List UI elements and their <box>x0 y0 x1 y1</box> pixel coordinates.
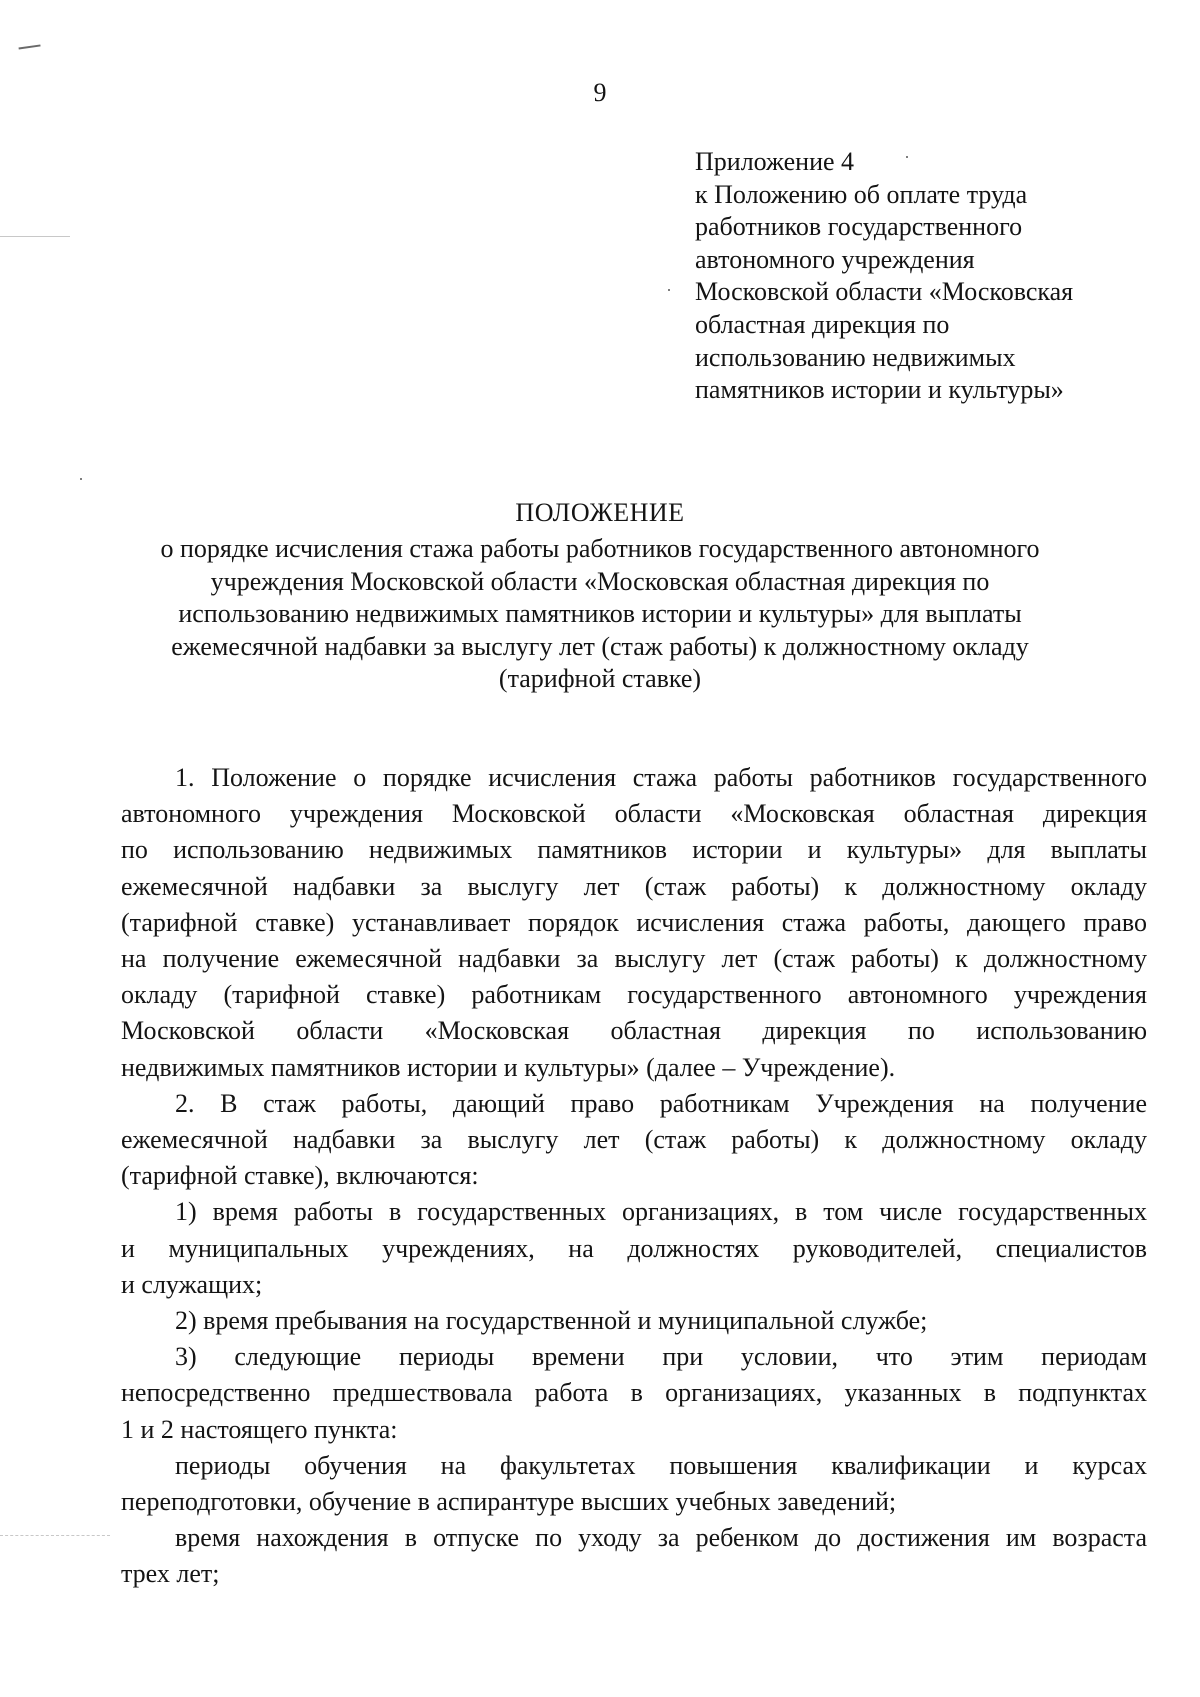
appendix-line: Приложение 4 <box>695 147 855 176</box>
appendix-line: использованию недвижимых <box>695 342 1016 372</box>
paragraph-3 <box>121 1194 1147 1303</box>
text-line: автономного учреждения Московской области «Московская областная дирекция <box>121 799 1147 829</box>
page-number: 9 <box>593 78 607 107</box>
paragraph-2 <box>121 1086 1147 1195</box>
text-line: ежемесячной надбавки за выслугу лет (стаж работы) к должностному окладу <box>121 1125 1147 1155</box>
text-line: непосредственно предшествовала работа в организациях, указанных в подпунктах <box>121 1378 1147 1408</box>
text-line: и служащих; <box>121 1269 263 1299</box>
text-line: 1) время работы в государственных организациях, в том числе государственных <box>175 1197 1147 1227</box>
scan-edge-line <box>0 1535 110 1536</box>
subtitle-line: учреждения Московской области «Московская областная дирекция по <box>210 566 990 596</box>
paragraph-7 <box>121 1520 1147 1592</box>
text-line: периоды обучения на факультетах повышения квалификации и курсах <box>175 1450 1147 1480</box>
scan-speck <box>668 289 670 291</box>
text-line: ежемесячной надбавки за выслугу лет (стаж работы) к должностному окладу <box>121 871 1147 901</box>
text-line: Московской области «Московская областная дирекция по использованию <box>121 1016 1147 1046</box>
text-line: 1. Положение о порядке исчисления стажа работы работников государственного <box>175 763 1147 792</box>
text-line: переподготовки, обучение в аспирантуре высших учебных заведений; <box>121 1487 897 1517</box>
document-body <box>121 760 1147 1593</box>
subtitle-line: ежемесячной надбавки за выслугу лет (стаж работы) к должностному окладу <box>171 631 1029 661</box>
paragraph-4 <box>121 1303 1147 1339</box>
subtitle-line: о порядке исчисления стажа работы работников государственного автономного <box>160 534 1040 563</box>
text-line: 2) время пребывания на государственной и муниципальной службе; <box>175 1306 928 1336</box>
paragraph-1 <box>121 760 1147 1086</box>
text-line: трех лет; <box>121 1559 220 1589</box>
text-line: (тарифной ставке) устанавливает порядок исчисления стажа работы, дающего право <box>121 907 1147 937</box>
appendix-line: Московской области «Московская <box>695 277 1074 307</box>
scan-edge-line <box>0 236 70 237</box>
appendix-line: областная дирекция по <box>695 309 950 339</box>
text-line: (тарифной ставке), включаются: <box>121 1161 479 1191</box>
subtitle-line: (тарифной ставке) <box>498 664 702 693</box>
subtitle-line: использованию недвижимых памятников истории и культуры» для выплаты <box>178 599 1022 628</box>
text-line: окладу (тарифной ставке) работникам государственного автономного учреждения <box>121 980 1147 1010</box>
appendix-line: памятников истории и культуры» <box>695 375 1064 405</box>
text-line: 2. В стаж работы, дающий право работникам Учреждения на получение <box>175 1088 1147 1118</box>
scan-speck <box>80 478 82 480</box>
text-line: время нахождения в отпуске по уходу за ребенком до достижения им возраста <box>175 1523 1147 1553</box>
text-line: на получение ежемесячной надбавки за выслугу лет (стаж работы) к должностному <box>121 944 1147 974</box>
appendix-line: автономного учреждения <box>695 244 975 274</box>
text-line: 1 и 2 настоящего пункта: <box>121 1414 398 1444</box>
document-subtitle <box>100 533 1100 696</box>
text-line: по использованию недвижимых памятников истории и культуры» для выплаты <box>121 835 1147 865</box>
appendix-line: работников государственного <box>695 212 1023 242</box>
appendix-line: к Положению об оплате труда <box>695 179 1028 209</box>
text-line: 3) следующие периоды времени при условии, что этим периодам <box>175 1342 1147 1372</box>
paragraph-6 <box>121 1448 1147 1520</box>
text-line: недвижимых памятников истории и культуры» (далее – Учреждение). <box>121 1052 896 1082</box>
scan-artifact <box>17 37 40 50</box>
paragraph-5 <box>121 1339 1147 1448</box>
document-title: ПОЛОЖЕНИЕ <box>515 498 685 527</box>
appendix-header <box>695 146 1125 407</box>
text-line: и муниципальных учреждениях, на должностях руководителей, специалистов <box>121 1233 1147 1263</box>
